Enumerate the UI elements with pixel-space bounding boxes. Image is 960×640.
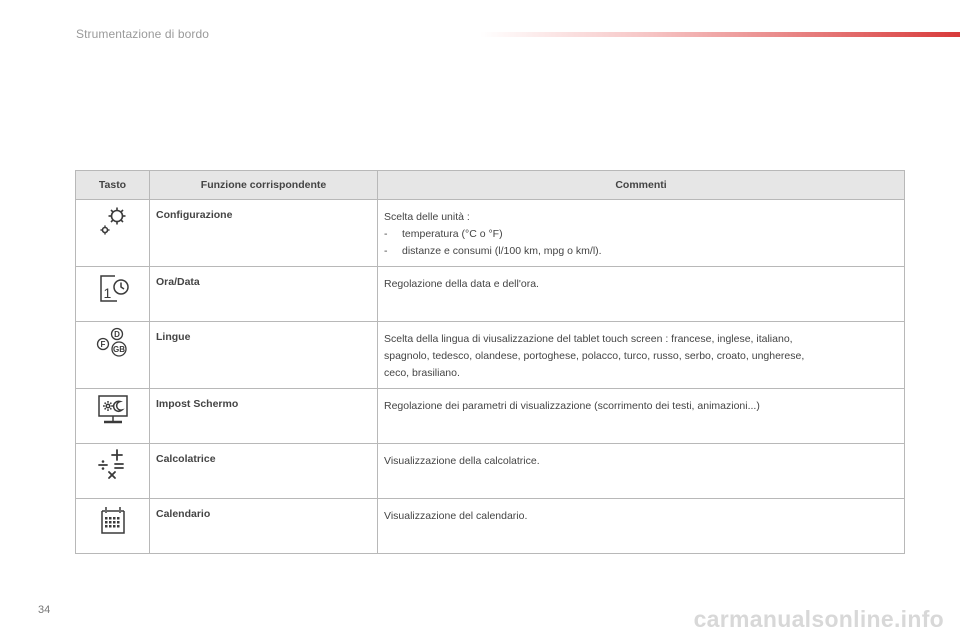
bullet-dash: - bbox=[384, 228, 388, 240]
language-label-f: F bbox=[100, 340, 105, 349]
calendar-clock-icon[interactable] bbox=[93, 268, 133, 308]
key-cell bbox=[76, 499, 150, 554]
settings-gears-icon[interactable] bbox=[93, 201, 133, 241]
function-comment bbox=[378, 389, 905, 444]
bullet-dash: - bbox=[384, 245, 388, 257]
function-comment bbox=[378, 200, 905, 267]
function-name: Ora/Data bbox=[150, 267, 378, 322]
calendar-icon[interactable] bbox=[93, 500, 133, 540]
table-header-row bbox=[76, 171, 905, 200]
comment-line: Visualizzazione della calcolatrice. bbox=[384, 455, 540, 467]
column-header-tasto: Tasto bbox=[76, 171, 150, 200]
key-cell bbox=[76, 389, 150, 444]
page-number: 34 bbox=[38, 604, 51, 616]
function-comment bbox=[378, 444, 905, 499]
display-brightness-icon[interactable] bbox=[93, 390, 133, 430]
header-accent-bar bbox=[480, 32, 960, 37]
watermark: carmanualsonline.info bbox=[693, 606, 944, 632]
comment-line: Regolazione dei parametri di visualizzazione (scorrimento dei testi, animazioni...) bbox=[384, 400, 760, 412]
function-name: Calendario bbox=[150, 499, 378, 554]
function-name: Lingue bbox=[150, 322, 378, 389]
table-row bbox=[76, 389, 905, 444]
comment-line: Regolazione della data e dell'ora. bbox=[384, 278, 539, 290]
key-cell bbox=[76, 267, 150, 322]
calendar-clock-digit: 1 bbox=[103, 285, 111, 301]
comment-line: Scelta delle unità : bbox=[384, 211, 470, 223]
section-title: Strumentazione di bordo bbox=[76, 27, 210, 41]
function-name: Configurazione bbox=[150, 200, 378, 267]
comment-line: temperatura (°C o °F) bbox=[402, 228, 503, 240]
comment-line: distanze e consumi (l/100 km, mpg o km/l). bbox=[402, 245, 602, 257]
comment-bullet-line bbox=[384, 226, 898, 243]
language-label-gb: GB bbox=[112, 345, 125, 354]
function-comment bbox=[378, 267, 905, 322]
column-header-funzione: Funzione corrispondente bbox=[150, 171, 378, 200]
column-header-commenti: Commenti bbox=[378, 171, 905, 200]
table-row bbox=[76, 200, 905, 267]
language-label-d: D bbox=[113, 330, 120, 339]
key-cell bbox=[76, 444, 150, 499]
key-cell bbox=[76, 322, 150, 389]
table-row bbox=[76, 444, 905, 499]
table-row bbox=[76, 499, 905, 554]
comment-line: Scelta della lingua di viusalizzazione del tablet touch screen : francese, inglese, italiano, bbox=[384, 333, 793, 345]
function-comment bbox=[378, 499, 905, 554]
comment-line: spagnolo, tedesco, olandese, portoghese, polacco, turco, russo, serbo, croato, ungherese, bbox=[384, 350, 805, 362]
languages-icon[interactable] bbox=[93, 323, 133, 363]
function-table bbox=[75, 170, 905, 554]
function-comment bbox=[378, 322, 905, 389]
comment-line: ceco, brasiliano. bbox=[384, 367, 460, 379]
calculator-icon[interactable] bbox=[93, 445, 133, 485]
comment-bullet-line bbox=[384, 243, 898, 260]
comment-line: Visualizzazione del calendario. bbox=[384, 510, 528, 522]
table-row bbox=[76, 267, 905, 322]
table-row bbox=[76, 322, 905, 389]
function-name: Impost Schermo bbox=[150, 389, 378, 444]
function-name: Calcolatrice bbox=[150, 444, 378, 499]
key-cell bbox=[76, 200, 150, 267]
